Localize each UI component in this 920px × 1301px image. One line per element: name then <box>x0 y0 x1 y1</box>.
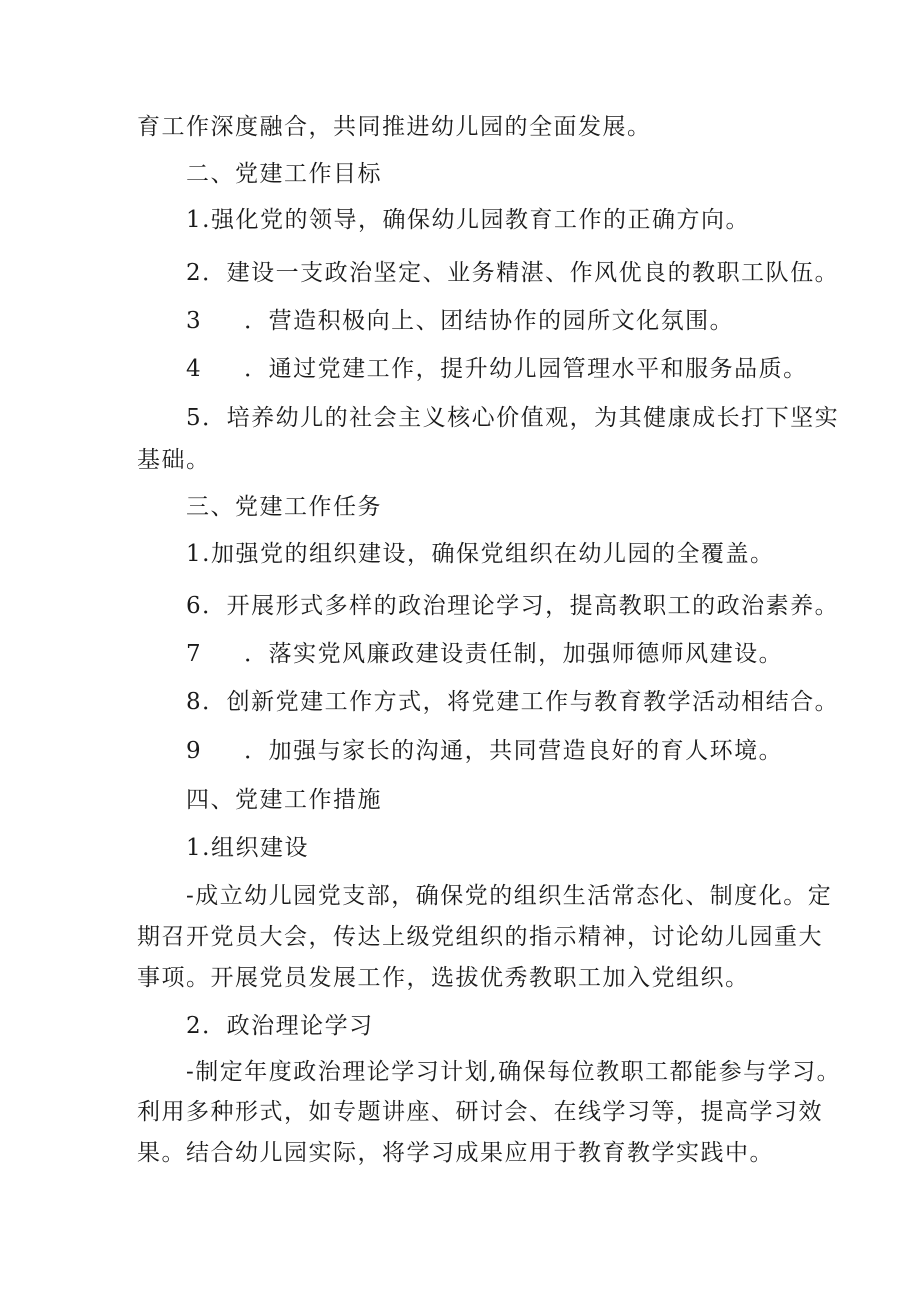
measure-2-line-3: 果。结合幼儿园实际，将学习成果应用于教育教学实践中。 <box>137 1140 774 1166</box>
measure-title-1: 1.组织建设 <box>186 835 309 861</box>
measure-1-line-2: 期召开党员大会，传达上级党组织的指示精神，讨论幼儿园重大 <box>137 924 823 950</box>
task-item-8: 8．创新党建工作方式，将党建工作与教育教学活动相结合。 <box>186 689 840 715</box>
task-item-9-text: ．加强与家长的沟通，共同营造良好的育人环境。 <box>244 738 784 764</box>
paragraph-continuation: 育工作深度融合，共同推进幼儿园的全面发展。 <box>137 114 652 140</box>
goal-item-3-number: 3 <box>186 308 203 334</box>
goal-item-3 <box>186 306 920 336</box>
measure-title-2: 2．政治理论学习 <box>186 1013 374 1039</box>
task-item-6: 6．开展形式多样的政治理论学习，提高教职工的政治素养。 <box>186 593 840 619</box>
goal-item-3-text: ．营造积极向上、团结协作的园所文化氛围。 <box>244 308 735 334</box>
goal-item-4-text: ．通过党建工作，提升幼儿园管理水平和服务品质。 <box>244 356 808 382</box>
section-heading-measures: 四、党建工作措施 <box>186 787 382 813</box>
task-item-9-number: 9 <box>186 738 203 764</box>
measure-2-line-2: 利用多种形式，如专题讲座、研讨会、在线学习等，提高学习效 <box>137 1099 823 1125</box>
task-item-7-text: ．落实党风廉政建设责任制，加强师德师风建设。 <box>244 641 784 667</box>
measure-1-line-1: -成立幼儿园党支部，确保党的组织生活常态化、制度化。定 <box>186 883 833 909</box>
section-heading-tasks: 三、党建工作任务 <box>186 494 382 520</box>
measure-1-line-3: 事项。开展党员发展工作，选拔优秀教职工加入党组织。 <box>137 965 750 991</box>
task-item-7-number: 7 <box>186 641 203 667</box>
task-item-7 <box>186 639 920 669</box>
measure-2-line-1: -制定年度政治理论学习计划,确保每位教职工都能参与学习。 <box>186 1059 842 1085</box>
goal-item-2: 2．建设一支政治坚定、业务精湛、作风优良的教职工队伍。 <box>186 260 840 286</box>
goal-item-1: 1.强化党的领导，确保幼儿园教育工作的正确方向。 <box>186 207 750 233</box>
task-item-9 <box>186 736 920 766</box>
goal-item-5-continuation: 基础。 <box>137 447 211 473</box>
goal-item-5: 5．培养幼儿的社会主义核心价值观，为其健康成长打下坚实 <box>186 405 840 431</box>
goal-item-4-number: 4 <box>186 356 203 382</box>
section-heading-goals: 二、党建工作目标 <box>186 161 382 187</box>
goal-item-4 <box>186 354 920 384</box>
task-item-1: 1.加强党的组织建设，确保党组织在幼儿园的全覆盖。 <box>186 541 775 567</box>
